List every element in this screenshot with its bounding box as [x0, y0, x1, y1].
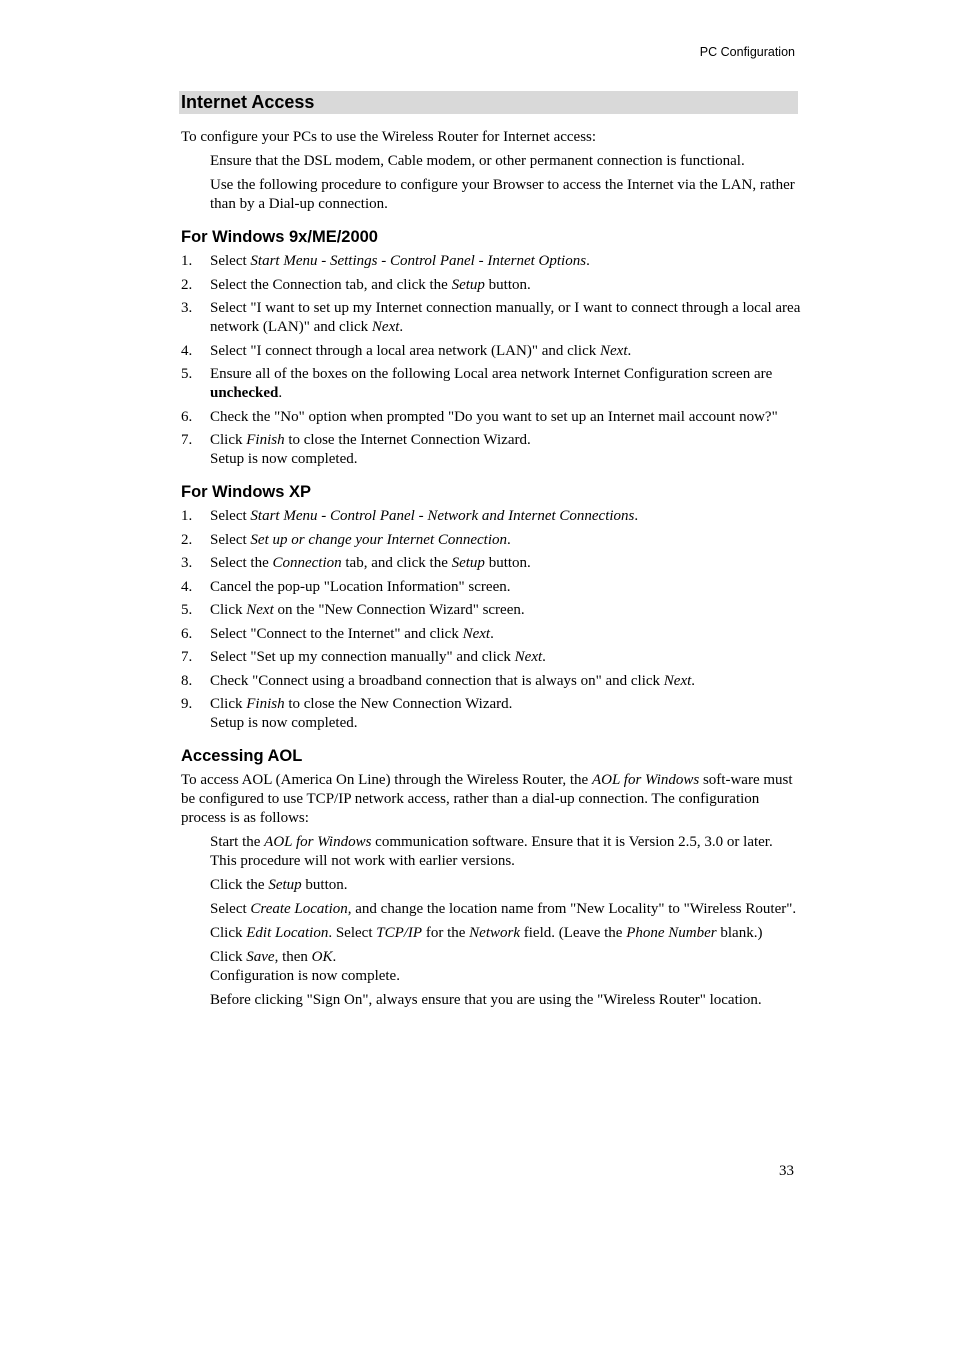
running-header: PC Configuration [699, 45, 795, 59]
heading-aol: Accessing AOL [181, 747, 303, 765]
step-number: 6. [181, 408, 193, 425]
step-text: Select Set up or change your Internet Connection. [210, 531, 511, 548]
winxp-step-3 [181, 554, 801, 573]
step-text: Select "I connect through a local area network (LAN)" and click Next. [210, 342, 632, 359]
step-number: 2. [181, 276, 193, 293]
win9x-step-2 [181, 276, 801, 295]
win9x-step-6 [181, 408, 801, 427]
page-number: 33 [779, 1163, 794, 1179]
win9x-step-5 [181, 365, 801, 403]
aol-item-6: Before clicking "Sign On", always ensure that you are using the "Wireless Router" location. [210, 992, 762, 1008]
winxp-step-1 [181, 507, 801, 526]
step-number: 4. [181, 578, 193, 595]
step-text: Select Start Menu - Control Panel - Network and Internet Connections. [210, 508, 639, 524]
step-number: 4. [181, 342, 193, 359]
win9x-step-7 [181, 431, 801, 469]
step-text: Click Finish to close the New Connection Wizard. Setup is now completed. [210, 696, 513, 731]
step-number: 1. [181, 253, 193, 269]
step-text: Cancel the pop-up "Location Information" screen. [210, 578, 511, 595]
step-text: Select Start Menu - Settings - Control Panel - Internet Options. [210, 253, 590, 269]
aol-item-3: Select Create Location, and change the location name from "New Locality" to "Wireless Router". [210, 901, 797, 917]
step-text: Select the Connection tab, and click the Setup button. [210, 555, 531, 571]
winxp-step-4 [181, 578, 801, 597]
step-number: 5. [181, 602, 193, 618]
winxp-step-5 [181, 601, 801, 620]
step-number: 5. [181, 366, 193, 382]
aol-item-5: Click Save, then OK. Configuration is now complete. [210, 949, 400, 984]
intro-item: Use the following procedure to configure your Browser to access the Internet via the LAN, rather than by a Dial-up connection. [210, 177, 795, 212]
step-number: 9. [181, 696, 193, 712]
intro-lead: To configure your PCs to use the Wireless Router for Internet access: [181, 129, 597, 145]
win9x-steps [181, 252, 801, 469]
step-number: 8. [181, 672, 193, 689]
step-number: 3. [181, 555, 193, 571]
win9x-step-3 [181, 299, 801, 337]
step-text: Ensure all of the boxes on the following Local area network Internet Configuration screen are unchecked. [210, 366, 773, 401]
step-number: 3. [181, 300, 193, 316]
section-title-bar [179, 91, 798, 114]
winxp-step-7 [181, 648, 801, 667]
heading-winxp: For Windows XP [181, 483, 312, 501]
aol-item-1: Start the AOL for Windows communication software. Ensure that it is Version 2.5, 3.0 or later. This procedure will not work with earlier versions. [210, 834, 773, 869]
step-text: Select "Connect to the Internet" and click Next. [210, 625, 494, 642]
step-number: 6. [181, 625, 193, 642]
step-text: Click Next on the "New Connection Wizard" screen. [210, 602, 525, 618]
winxp-steps [181, 507, 801, 733]
win9x-step-1 [181, 252, 801, 271]
step-number: 7. [181, 432, 193, 448]
section-title: Internet Access [181, 92, 315, 112]
step-text: Check "Connect using a broadband connection that is always on" and click Next. [210, 672, 696, 689]
step-number: 7. [181, 649, 193, 665]
winxp-step-6 [181, 625, 801, 644]
aol-intro: To access AOL (America On Line) through the Wireless Router, the AOL for Windows soft-ware must be configured to use TCP/IP network access, rather than a dial-up connection. The configuration process is as follows: [181, 772, 793, 826]
step-text: Select "Set up my connection manually" and click Next. [210, 649, 546, 665]
heading-win9x: For Windows 9x/ME/2000 [181, 228, 378, 246]
winxp-step-8 [181, 672, 801, 691]
win9x-step-4 [181, 342, 801, 361]
step-text: Click Finish to close the Internet Connection Wizard. Setup is now completed. [210, 432, 531, 467]
step-number: 2. [181, 531, 193, 548]
step-text: Check the "No" option when prompted "Do you want to set up an Internet mail account now?" [210, 408, 778, 425]
aol-item-4: Click Edit Location. Select TCP/IP for the Network field. (Leave the Phone Number blank.) [210, 925, 763, 941]
aol-items [181, 833, 801, 1010]
step-text: Select the Connection tab, and click the Setup button. [210, 276, 531, 293]
step-number: 1. [181, 508, 193, 524]
page-content [181, 128, 801, 1015]
winxp-step-9 [181, 695, 801, 733]
winxp-step-2 [181, 531, 801, 550]
aol-item-2: Click the Setup button. [210, 877, 348, 893]
step-text: Select "I want to set up my Internet connection manually, or I want to connect through a local area network (LAN)" and click Next. [210, 300, 801, 335]
intro-item: Ensure that the DSL modem, Cable modem, or other permanent connection is functional. [210, 153, 745, 169]
